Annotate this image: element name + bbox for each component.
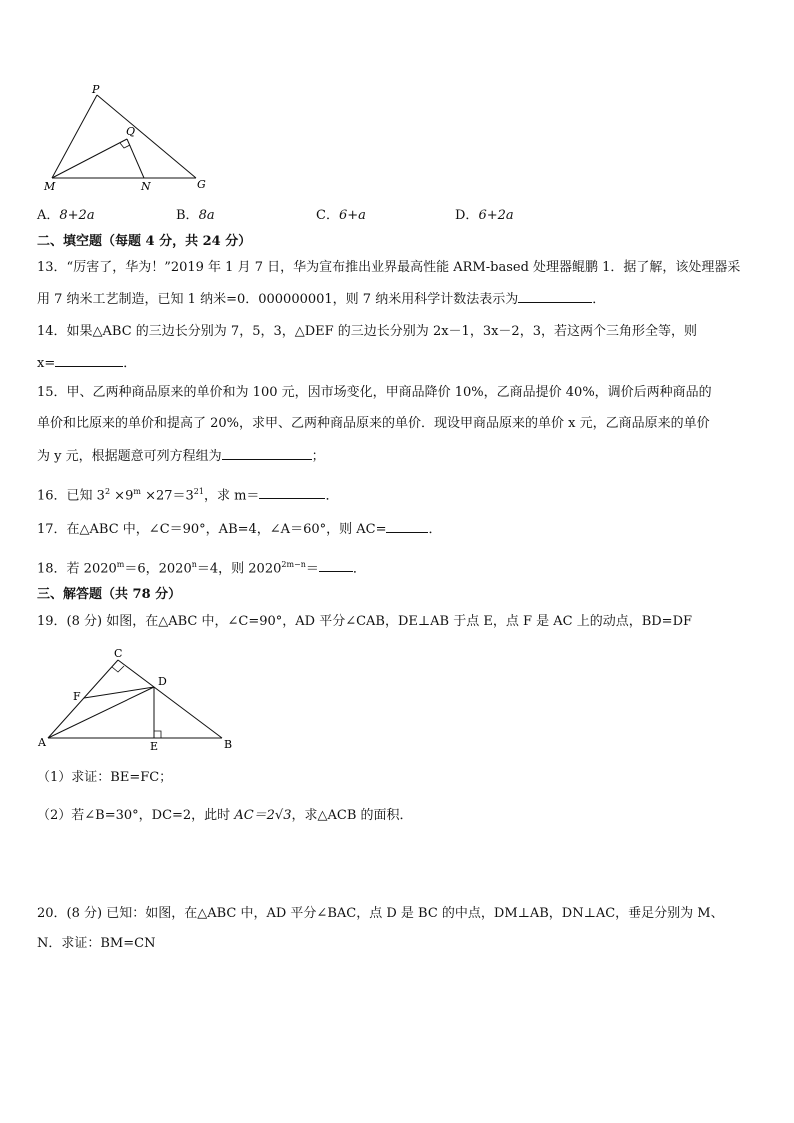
label-d: D <box>158 675 167 688</box>
q17-answer-blank[interactable] <box>386 518 428 533</box>
q13-line2: 用 7 纳米工艺制造，已知 1 纳米=0．000000001，则 7 纳米用科学计数法表示为 ． <box>37 288 758 310</box>
q14-answer-blank[interactable] <box>55 352 123 367</box>
q18: 18．若 $2020^m=6$，$2020^n=4$，则 $2020^{2m-n}=$ ． <box>37 555 758 579</box>
segment-pm <box>52 95 97 178</box>
q19-stem: 19．(8 分) 如图，在△ABC 中，∠C=90°，AD 平分∠CAB，DE⊥AB 于点 E，点 F 是 AC 上的动点，BD=DF <box>37 614 693 629</box>
segment-ac <box>48 660 118 738</box>
q13-answer-blank[interactable] <box>518 288 592 303</box>
q15-line1: 15．甲、乙两种商品原来的单价和为 100 元，因市场变化，甲商品降价 10%，乙商品提价 40%，调价后两种商品的 <box>37 385 712 400</box>
label-q: Q <box>126 125 136 138</box>
option-c[interactable]: C．6+a <box>316 208 366 223</box>
segment-pg <box>97 95 196 178</box>
segment-mq <box>52 139 127 178</box>
triangle-figure-pmg <box>40 82 220 194</box>
q18-answer-blank[interactable] <box>319 557 353 572</box>
option-d[interactable]: D．6+2a <box>455 208 514 223</box>
label-b: B <box>224 738 233 751</box>
option-b[interactable]: B．8a <box>176 208 215 223</box>
q20-line2: N．求证：BM=CN <box>37 936 156 951</box>
q15-line2: 单价和比原来的单价和提高了 20%，求甲、乙两种商品原来的单价．现设甲商品原来的单价 x 元，乙商品原来的单价 <box>37 416 710 431</box>
right-angle-mark-c <box>112 666 124 672</box>
q16-answer-blank[interactable] <box>259 484 325 499</box>
q19-part1: （1）求证：BE=FC； <box>37 770 173 785</box>
right-angle-mark <box>120 143 130 148</box>
q15-answer-blank[interactable] <box>222 445 312 460</box>
q16: 16．已知 $3^2 \times 9^m \times 27=3^{21}$，求 m＝ ． <box>37 482 758 506</box>
label-f: F <box>73 690 81 703</box>
option-a[interactable]: A．8+2a <box>37 208 95 223</box>
section-title-solutions: 三、解答题（共 78 分） <box>37 587 182 602</box>
q15-line3: 为 y 元，根据题意可列方程组为 ； <box>37 445 758 467</box>
label-a: A <box>38 736 46 749</box>
right-angle-mark-e <box>154 731 161 738</box>
q19-part2: （2）若∠B=30°，DC=2，此时 AC＝2√3，求△ACB 的面积． <box>37 808 413 823</box>
q17: 17．在△ABC 中，∠C＝90°，AB=4，∠A＝60°，则 AC= ． <box>37 518 758 540</box>
q14-line2: x= ． <box>37 352 758 374</box>
q13-line1: 13．“厉害了，华为！”2019 年 1 月 7 日，华为宣布推出业界最高性能 ARM-based 处理器鲲鹏 1．据了解，该处理器采 <box>37 260 741 275</box>
label-g: G <box>197 178 206 191</box>
label-m: M <box>44 180 56 193</box>
label-e: E <box>150 740 159 753</box>
segment-cb <box>118 660 222 738</box>
label-p: P <box>92 83 100 96</box>
q20-line1: 20．(8 分) 已知：如图，在△ABC 中，AD 平分∠BAC，点 D 是 BC 的中点，DM⊥AB，DN⊥AC，垂足分别为 M、 <box>37 906 724 921</box>
segment-ad <box>48 687 154 738</box>
label-n: N <box>141 180 151 193</box>
triangle-figure-abc <box>34 642 244 754</box>
q14-line1: 14．如果△ABC 的三边长分别为 7，5，3，△DEF 的三边长分别为 2x－1，3x－2，3，若这两个三角形全等，则 <box>37 324 697 339</box>
label-c: C <box>114 647 123 660</box>
section-title-fill-in: 二、填空题（每题 4 分，共 24 分） <box>37 234 252 249</box>
